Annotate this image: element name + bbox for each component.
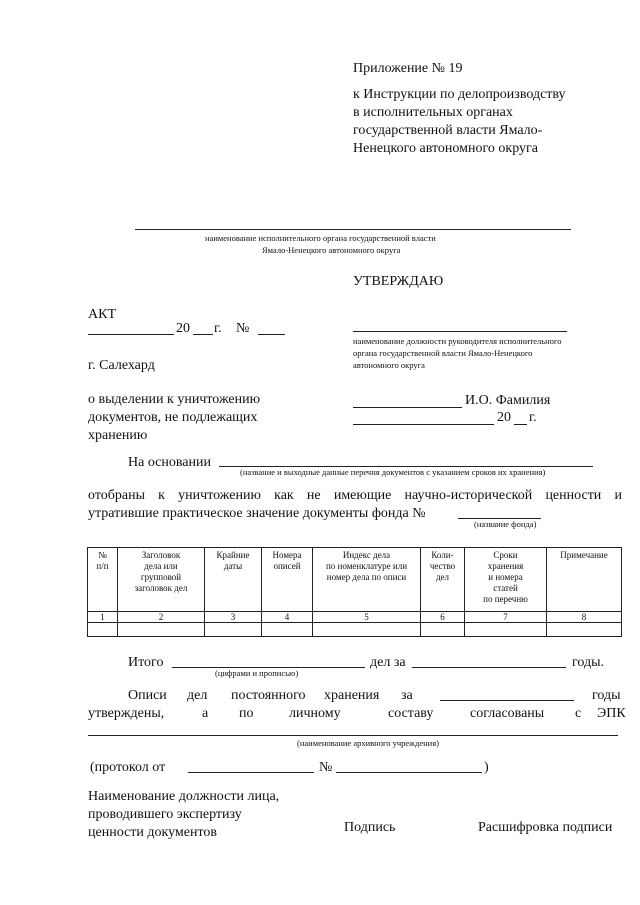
inventories-word: годы (592, 688, 621, 703)
column-number: 1 (88, 612, 118, 623)
inventories-word: личному (289, 706, 341, 721)
inventories-word: с (575, 706, 582, 721)
header-cell-retention: Сроки хранения и номера статей по перечню (465, 548, 547, 612)
appendix-line: государственной власти Ямало- (353, 123, 543, 138)
signature-line (353, 407, 462, 408)
column-number: 2 (118, 612, 205, 623)
header-cell-title: Заголовок дела или групповой заголовок дел (118, 548, 205, 612)
approve-title: УТВЕРЖДАЮ (353, 274, 444, 289)
total-years: годы. (572, 655, 605, 670)
table-row (88, 623, 622, 637)
act-number-line (258, 334, 285, 335)
basis-caption: (название и выходные данные перечня документов с указанием сроков их хранения) (240, 467, 546, 477)
appendix-line: Ненецкого автономного округа (353, 141, 538, 156)
protocol-number-line (336, 772, 482, 773)
table-cell (205, 623, 262, 637)
header-cell-note: Примечание (547, 548, 622, 612)
inventories-word: составу (388, 706, 434, 721)
act-subject: документов, не подлежащих (88, 410, 258, 425)
position-line (353, 331, 567, 332)
signature-decode-label: Расшифровка подписи (478, 820, 613, 835)
inventories-word: дел (187, 688, 208, 703)
header-cell-index: Индекс дела по номенклатуре или номер дела по описи (313, 548, 421, 612)
inventories-word: по (239, 706, 254, 721)
position-caption: автономного округа (353, 360, 425, 370)
total-years-line (412, 667, 566, 668)
inventories-word: за (401, 688, 413, 703)
position-caption: органа государственной власти Ямало-Ненецкого (353, 348, 533, 358)
act-subject: о выделении к уничтожению (88, 392, 261, 407)
protocol-date-line (188, 772, 314, 773)
column-number: 3 (205, 612, 262, 623)
header-cell-count: Коли- чество дел (421, 548, 465, 612)
appendix-line: в исполнительных органах (353, 105, 513, 120)
total-caption: (цифрами и прописью) (215, 668, 299, 678)
inventories-word: постоянного (231, 688, 306, 703)
act-number-label: № (236, 321, 250, 336)
position-caption: наименование должности руководителя исполнительного (353, 336, 562, 346)
signature-label: Подпись (344, 820, 396, 835)
column-number: 8 (547, 612, 622, 623)
column-number: 6 (421, 612, 465, 623)
inventories-word: утверждены, (88, 706, 165, 721)
header-cell-number: № п/п (88, 548, 118, 612)
inventories-word: ЭПК (597, 706, 626, 721)
inventories-word: а (202, 706, 209, 721)
act-city: г. Салехард (88, 358, 155, 373)
table-cell (313, 623, 421, 637)
table-cell (547, 623, 622, 637)
signer-position: проводившего экспертизу (88, 807, 242, 822)
approve-year-line (514, 424, 527, 425)
column-number: 7 (465, 612, 547, 623)
archive-line (88, 735, 618, 736)
act-date-g: г. (214, 321, 222, 336)
act-subject: хранению (88, 428, 148, 443)
basis-label: На основании (128, 455, 211, 470)
act-date-line (88, 334, 174, 335)
basis-text-line: утратившие практическое значение документы фонда № (88, 506, 426, 521)
approve-date-suffix: г. (529, 410, 537, 425)
approve-date-year: 20 (497, 410, 511, 425)
act-year-line (193, 334, 213, 335)
act-title: АКТ (88, 307, 116, 322)
org-name-line (135, 229, 571, 230)
table-cell (421, 623, 465, 637)
approver-name: И.О. Фамилия (465, 393, 551, 408)
table-header-row (88, 548, 622, 612)
table-number-row (88, 612, 622, 623)
fund-caption: (название фонда) (474, 519, 537, 529)
table-cell (465, 623, 547, 637)
basis-text-line: отобраны к уничтожению как не имеющие научно-исторической ценности и (88, 488, 622, 503)
column-number: 5 (313, 612, 421, 623)
appendix-title: Приложение № 19 (353, 61, 463, 76)
inventories-years-line (440, 700, 574, 701)
signer-position: ценности документов (88, 825, 218, 840)
org-caption: Ямало-Ненецкого автономного округа (262, 245, 401, 255)
total-label: Итого (128, 655, 164, 670)
column-number: 4 (262, 612, 313, 623)
archive-caption: (наименование архивного учреждения) (297, 738, 439, 748)
org-caption: наименование исполнительного органа государственной власти (205, 233, 436, 243)
inventories-word: согласованы (470, 706, 545, 721)
table-cell (88, 623, 118, 637)
inventories-word: Описи (128, 688, 167, 703)
documents-table (87, 547, 622, 637)
protocol-number: № (319, 760, 333, 775)
signer-position: Наименование должности лица, (88, 789, 280, 804)
inventories-word: хранения (324, 688, 380, 703)
header-cell-dates: Крайние даты (205, 548, 262, 612)
protocol-from: (протокол от (90, 760, 166, 775)
act-date-year: 20 (176, 321, 190, 336)
table-cell (118, 623, 205, 637)
approve-date-line (353, 424, 494, 425)
total-cases-for: дел за (370, 655, 406, 670)
protocol-close: ) (484, 760, 489, 775)
table-cell (262, 623, 313, 637)
appendix-line: к Инструкции по делопроизводству (353, 87, 566, 102)
header-cell-inventories: Номера описей (262, 548, 313, 612)
